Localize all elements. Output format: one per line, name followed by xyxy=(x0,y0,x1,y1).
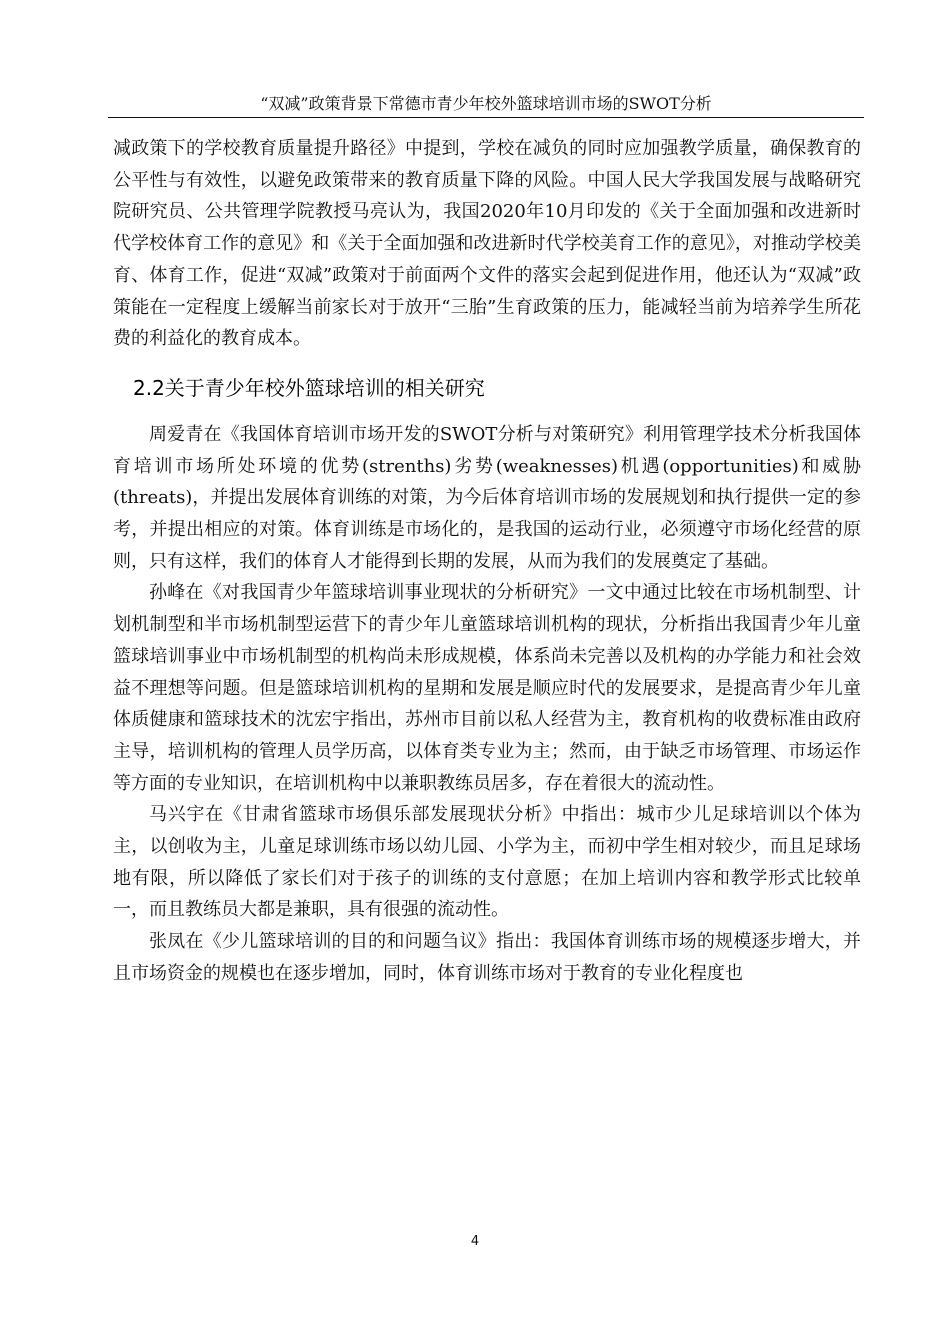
section-heading: 2.2关于青少年校外篮球培训的相关研究 xyxy=(133,375,485,400)
paragraph-sun: 孙峰在《对我国青少年篮球培训事业现状的分析研究》一文中通过比较在市场机制型、计划机制型和半市场机制型运营下的青少年儿童篮球培训机构的现状，分析指出我国青少年儿童篮球培训事业中市场机制型的机构尚未形成规模，体系尚未完善以及机构的办学能力和社会效益不理想等问题。但是篮球培训机构的星期和发展是顺应时代的发展要求，是提高青少年儿童体质健康和篮球技术的沈宏宇指出，苏州市目前以私人经营为主，教育机构的收费标准由政府主导，培训机构的管理人员学历高，以体育类专业为主；然而，由于缺乏市场管理、市场运作等方面的专业知识，在培训机构中以兼职教练员居多，存在着很大的流动性。 xyxy=(113,582,861,794)
running-header: “双减”政策背景下常德市青少年校外篮球培训市场的SWOT分析 xyxy=(260,94,712,113)
paragraph-ma: 马兴宇在《甘肃省篮球市场俱乐部发展现状分析》中指出：城市少儿足球培训以个体为主，以创收为主，儿童足球训练市场以幼儿园、小学为主，而初中学生相对较少，而且足球场地有限，所以降低了家长们对于孩子的训练的支付意愿；在加上培训内容和教学形式比较单一，而且教练员大都是兼职，具有很强的流动性。 xyxy=(113,804,861,921)
body-text xyxy=(113,133,861,990)
paragraph-zhang: 张凤在《少儿篮球培训的目的和问题刍议》指出：我国体育训练市场的规模逐步增大，并且市场资金的规模也在逐步增加，同时，体育训练市场对于教育的专业化程度也 xyxy=(113,931,861,984)
page-number: 4 xyxy=(470,1234,480,1249)
paragraph-continued: 减政策下的学校教育质量提升路径》中提到，学校在减负的同时应加强教学质量，确保教育的公平性与有效性，以避免政策带来的教育质量下降的风险。中国人民大学我国发展与战略研究院研究员、公共管理学院教授马亮认为，我国2020年10月印发的《关于全面加强和改进新时代学校体育工作的意见》和《关于全面加强和改进新时代学校美育工作的意见》，对推动学校美育、体育工作，促进“双减”政策对于前面两个文件的落实会起到促进作用，他还认为“双减”政策能在一定程度上缓解当前家长对于放开“三胎”生育政策的压力，能减轻当前为培养学生所花费的利益化的教育成本。 xyxy=(113,138,861,350)
header-rule xyxy=(108,117,864,118)
paragraph-zhou: 周爱青在《我国体育培训市场开发的SWOT分析与对策研究》利用管理学技术分析我国体育培训市场所处环境的优势(strenths)劣势(weaknesses)机遇(opportunities)和威胁(threats)，并提出发展体育训练的对策，为今后体育培训市场的发展规划和执行提供一定的参考，并提出相应的对策。体育训练是市场化的，是我国的运动行业，必须遵守市场化经营的原则，只有这样，我们的体育人才能得到长期的发展，从而为我们的发展奠定了基础。 xyxy=(113,423,861,572)
